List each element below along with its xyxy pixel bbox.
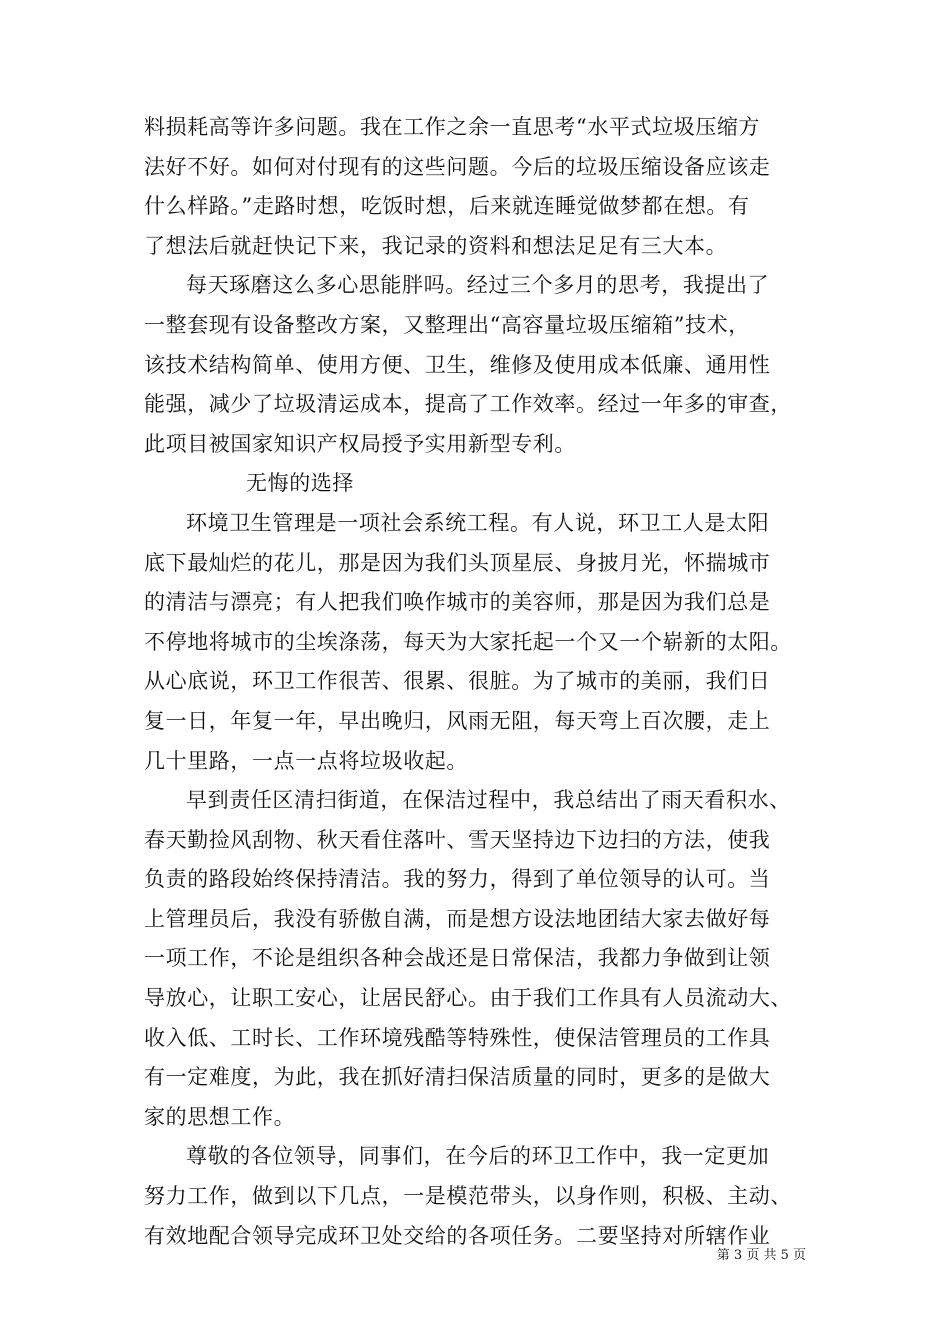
text-line: 导放心，让职工安心，让居民舒心。由于我们工作具有人员流动大、 bbox=[144, 986, 792, 1011]
text-line: 什么样路。”走路时想，吃饭时想，后来就连睡觉做梦都在想。有 bbox=[144, 194, 750, 219]
text-line: 了想法后就赶快记下来，我记录的资料和想法足足有三大本。 bbox=[144, 233, 728, 258]
text-line: 一整套现有设备整改方案，又整理出“高容量垃圾压缩箱”技术， bbox=[144, 312, 750, 337]
text-line: 此项目被国家知识产权局授予实用新型专利。 bbox=[144, 431, 576, 456]
text-line: 的清洁与漂亮；有人把我们唤作城市的美容师，那是因为我们总是 bbox=[144, 590, 771, 615]
text-line: 复一日，年复一年，早出晚归，风雨无阻，每天弯上百次腰，走上 bbox=[144, 708, 771, 733]
paragraph-first-line: 早到责任区清扫街道，在保洁过程中，我总结出了雨天看积水、 bbox=[186, 788, 791, 813]
text-line: 春天勤捡风刮物、秋天看住落叶、雪天坚持边下边扫的方法，使我 bbox=[144, 827, 771, 852]
paragraph-first-line: 尊敬的各位领导，同事们，在今后的环卫工作中，我一定更加 bbox=[186, 1144, 770, 1169]
text-line: 有效地配合领导完成环卫处交给的各项任务。二要坚持对所辖作业 bbox=[144, 1223, 771, 1248]
text-line: 上管理员后，我没有骄傲自满，而是想方设法地团结大家去做好每 bbox=[144, 906, 771, 931]
text-line: 一项工作，不论是组织各种会战还是日常保洁，我都力争做到让领 bbox=[144, 946, 771, 971]
text-line: 从心底说，环卫工作很苦、很累、很脏。为了城市的美丽，我们日 bbox=[144, 669, 771, 694]
text-line: 努力工作，做到以下几点，一是模范带头，以身作则，积极、主动、 bbox=[144, 1184, 792, 1209]
text-line: 该技术结构简单、使用方便、卫生，维修及使用成本低廉、通用性 bbox=[144, 352, 771, 377]
paragraph-first-line: 环境卫生管理是一项社会系统工程。有人说，环卫工人是太阳 bbox=[186, 510, 770, 535]
text-line: 几十里路，一点一点将垃圾收起。 bbox=[144, 748, 468, 773]
page-number: 第 3 页 共 5 页 bbox=[716, 1248, 806, 1263]
text-line: 有一定难度，为此，我在抓好清扫保洁质量的同时，更多的是做大 bbox=[144, 1065, 771, 1090]
text-line: 料损耗高等许多问题。我在工作之余一直思考“水平式垃圾压缩方 bbox=[144, 115, 761, 139]
paragraph-first-line: 每天琢磨这么多心思能胖吗。经过三个多月的思考，我提出了 bbox=[186, 273, 770, 298]
text-line: 不停地将城市的尘埃涤荡，每天为大家托起一个又一个崭新的太阳。 bbox=[144, 629, 792, 654]
text-line: 能强，减少了垃圾清运成本，提高了工作效率。经过一年多的审查， bbox=[144, 392, 792, 417]
text-line: 收入低、工时长、工作环境残酷等特殊性，使保洁管理员的工作具 bbox=[144, 1025, 771, 1050]
text-line: 家的思想工作。 bbox=[144, 1104, 296, 1129]
text-line: 底下最灿烂的花儿，那是因为我们头顶星辰、身披月光，怀揣城市 bbox=[144, 550, 771, 575]
text-line: 负责的路段始终保持清洁。我的努力，得到了单位领导的认可。当 bbox=[144, 867, 771, 892]
document-body bbox=[144, 108, 824, 1256]
section-heading: 无悔的选择 bbox=[246, 471, 354, 496]
text-line: 法好不好。如何对付现有的这些问题。今后的垃圾压缩设备应该走 bbox=[144, 154, 771, 179]
